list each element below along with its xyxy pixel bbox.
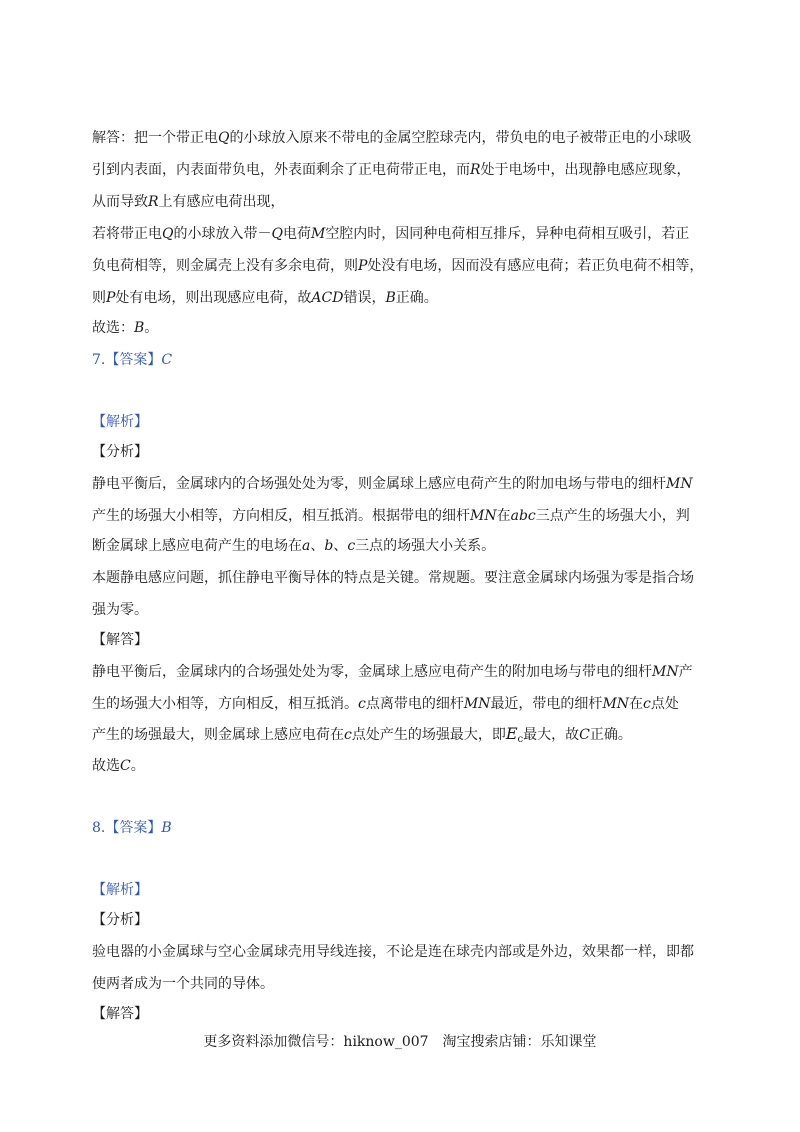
solution-6-line-2: 引到内表面，内表面带负电，外表面剩余了正电荷带正电，而R处于电场中，出现静电感应现象， (92, 162, 691, 178)
page-footer: 更多资料添加微信号：hiknow_007 淘宝搜索店铺：乐知课堂 (203, 1034, 597, 1050)
q8-jieda-label: 【解答】 (92, 1006, 148, 1022)
q8-analysis-line-1: 验电器的小金属球与空心金属球壳用导线连接，不论是连在球壳内部或是外边，效果都一样，即都 (92, 944, 694, 960)
q7-analysis-line-5: 强为零。 (92, 602, 148, 618)
q7-analysis-line-2: 产生的场强大小相等，方向相反，相互抵消。根据带电的细杆MN在abc三点产生的场强大小，判 (92, 508, 690, 524)
solution-6-line-1: 解答：把一个带正电Q的小球放入原来不带电的金属空腔球壳内，带负电的电子被带正电的小球吸 (92, 130, 692, 146)
solution-6-line-4: 若将带正电Q的小球放入带－Q电荷M空腔内时，因同种电荷相互排斥，异种电荷相互吸引，若正 (92, 226, 690, 242)
q7-analysis-line-1: 静电平衡后，金属球内的合场强处处为零，则金属球上感应电荷产生的附加电场与带电的细杆MN (92, 476, 693, 492)
q7-answer-heading: 7.【答案】C (92, 352, 173, 368)
q8-analysis-line-2: 使两者成为一个共同的导体。 (92, 976, 274, 992)
solution-6-line-3: 从而导致R上有感应电荷出现， (92, 194, 285, 210)
q7-solution-line-1: 静电平衡后，金属球内的合场强处处为零，金属球上感应电荷产生的附加电场与带电的细杆MN产 (92, 664, 693, 680)
solution-6-line-6: 则P处有电场，则出现感应电荷，故ACD错误，B正确。 (92, 290, 438, 306)
q8-answer-heading: 8.【答案】B (92, 820, 172, 836)
solution-6-line-5: 负电荷相等，则金属壳上没有多余电荷，则P处没有电场，因而没有感应电荷；若正负电荷不相等， (92, 258, 704, 274)
q7-jieda-label: 【解答】 (92, 632, 148, 648)
q7-analysis-line-4: 本题静电感应问题，抓住静电平衡导体的特点是关键。常规题。要注意金属球内场强为零是指合场 (92, 570, 694, 586)
q7-solution-line-3: 产生的场强最大，则金属球上感应电荷在c点处产生的场强最大，即$E_c$最大，故C正确。 (92, 724, 632, 745)
q8-jiexi-label: 【解析】 (92, 882, 148, 898)
solution-6-conclusion: 故选：B。 (92, 320, 159, 336)
q7-analysis-line-3: 断金属球上感应电荷产生的电场在a、b、c三点的场强大小关系。 (92, 538, 496, 554)
q7-jiexi-label: 【解析】 (92, 414, 148, 430)
q7-fenxi-label: 【分析】 (92, 444, 148, 460)
q8-fenxi-label: 【分析】 (92, 912, 148, 928)
q7-conclusion: 故选C。 (92, 758, 145, 774)
q7-solution-line-2: 生的场强大小相等，方向相反，相互抵消。c点离带电的细杆MN最近，带电的细杆MN在c点处 (92, 696, 679, 712)
